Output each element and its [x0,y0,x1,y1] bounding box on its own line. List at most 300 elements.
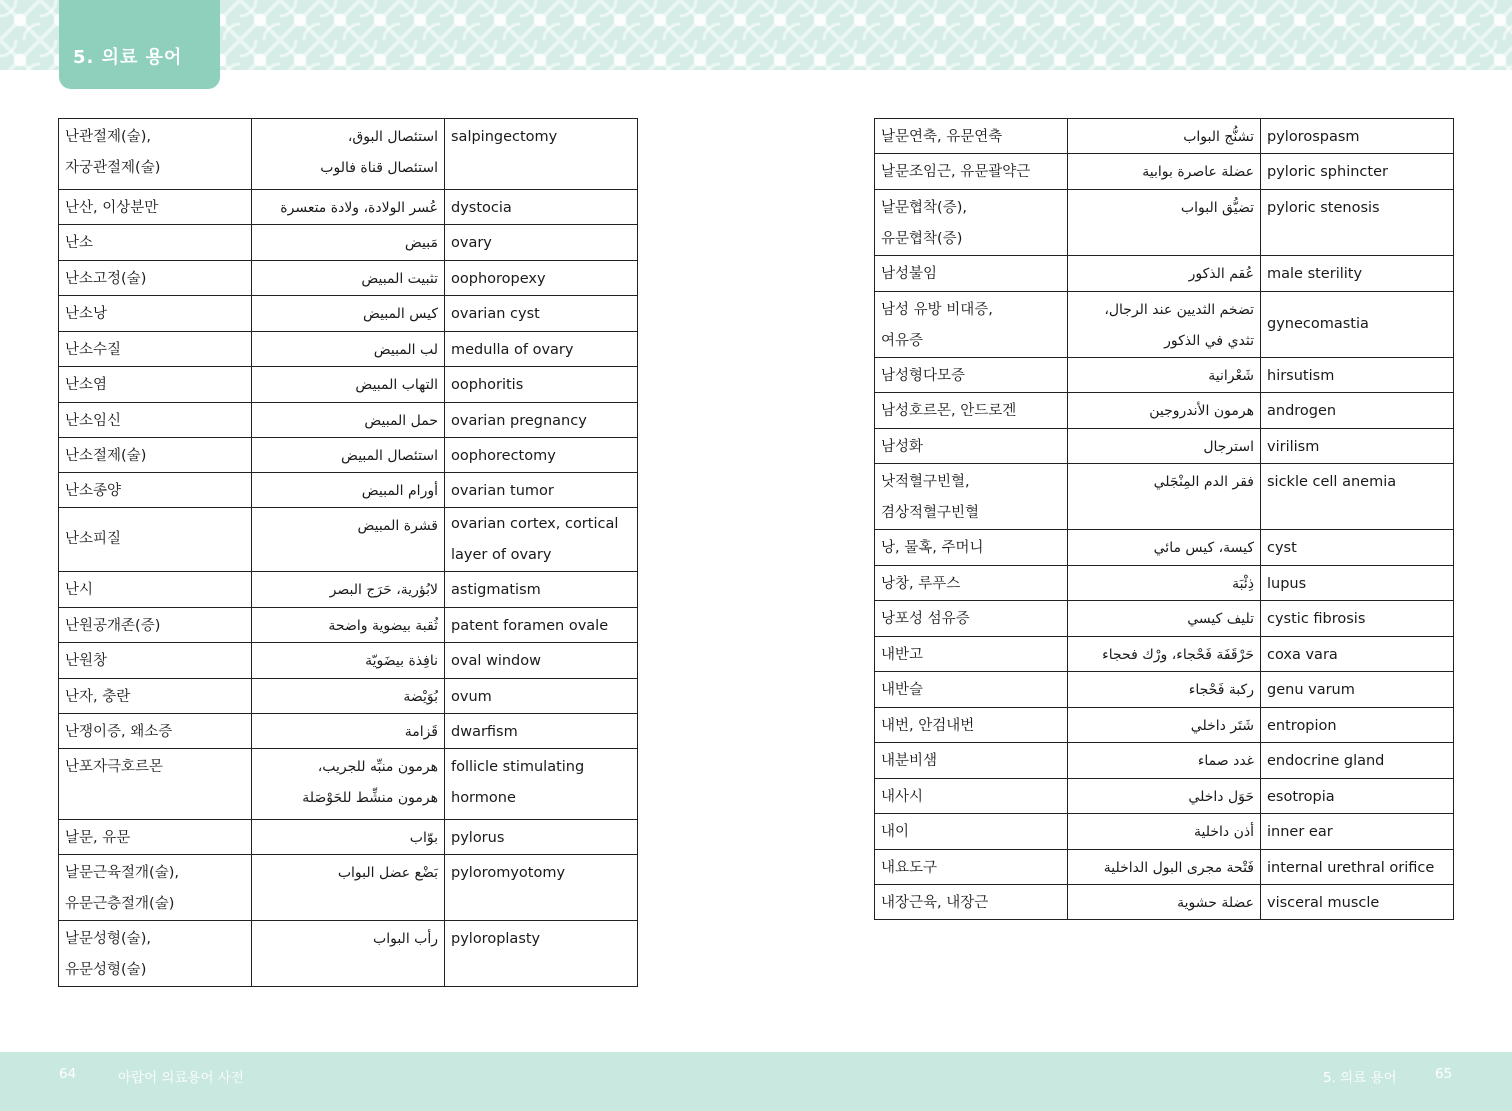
english-term-line: pyloromyotomy [451,865,566,881]
arabic-term-cell [252,608,445,643]
korean-term-line: 난소 [65,235,94,251]
arabic-term-line: قشرة المبيض [357,518,438,534]
korean-term-line: 낭, 물혹, 주머니 [881,540,984,556]
term-row [59,749,638,820]
arabic-term-line: قَزامة [404,724,438,740]
english-term-cell [1261,429,1454,464]
arabic-term-line: أورام المبيض [361,483,438,499]
korean-term-line: 난소낭 [65,306,108,322]
korean-term-line: 난소피질 [65,531,122,547]
term-row [59,296,638,332]
korean-term-cell [59,225,252,261]
arabic-term-line: هرمون منبِّه للجريب، [317,759,438,775]
arabic-term-line: تشنُّج البواب [1183,129,1254,145]
term-row [875,154,1454,190]
arabic-term-line: لابُؤرية، حَرَج البصر [329,582,438,598]
english-term-cell [445,679,638,714]
korean-term-cell [875,566,1068,601]
korean-term-line: 내요도구 [881,860,938,876]
arabic-term-line: نافِذة بيضَويّة [365,653,438,669]
korean-term-cell [875,779,1068,814]
arabic-term-cell [252,921,445,987]
term-row [59,608,638,643]
korean-term-line: 낭창, 루푸스 [881,576,961,592]
arabic-term-line: شَتَر داخلي [1190,718,1254,734]
arabic-term-line: تضيُّق البواب [1180,200,1254,216]
term-row [59,225,638,261]
arabic-term-line: التهاب المبيض [355,377,438,393]
english-term-cell [1261,779,1454,814]
korean-term-line: 유문성형(술) [65,962,147,978]
english-term-cell [1261,530,1454,566]
korean-term-line: 남성형다모증 [881,368,966,384]
korean-term-cell [875,814,1068,850]
english-term-cell [445,403,638,438]
korean-term-cell [875,119,1068,154]
arabic-term-line: كيسة، كيس مائي [1153,540,1254,556]
english-term-cell [445,572,638,608]
term-row [875,292,1454,358]
english-term-cell [445,367,638,403]
english-term-cell [1261,814,1454,850]
term-row [875,850,1454,885]
arabic-term-cell [252,679,445,714]
english-term-line: entropion [1267,718,1337,734]
term-row [59,679,638,714]
korean-term-line: 난소절제(술) [65,448,147,464]
arabic-term-line: ذِئْبَة [1232,576,1254,592]
term-row [875,885,1454,920]
term-row [59,190,638,225]
korean-term-cell [875,429,1068,464]
arabic-term-cell [252,820,445,855]
arabic-term-line: استئصال المبيض [341,448,438,464]
english-term-line: layer of ovary [451,546,552,563]
english-term-cell [1261,119,1454,154]
korean-term-cell [875,885,1068,920]
korean-term-cell [59,749,252,820]
korean-term-line: 남성화 [881,439,924,455]
korean-term-line: 내반고 [881,647,924,663]
arabic-term-cell [252,296,445,332]
arabic-term-cell [1068,850,1261,885]
english-term-line: male sterility [1267,266,1363,282]
korean-term-line: 내분비샘 [881,753,938,769]
korean-term-line: 날문연축, 유문연축 [881,129,1003,145]
english-term-line: cystic fibrosis [1267,611,1366,627]
korean-term-line: 유문협착(증) [881,231,963,247]
arabic-term-line: غدد صماء [1197,753,1254,769]
korean-term-line: 내반슬 [881,682,924,698]
korean-term-line: 남성호르몬, 안드로겐 [881,403,1017,419]
korean-term-cell [59,572,252,608]
english-term-cell [445,332,638,367]
english-term-line: follicle stimulating [451,759,585,775]
term-row [59,508,638,572]
korean-term-cell [59,190,252,225]
arabic-term-line: تثدي في الذكور [1164,333,1254,349]
chapter-tab [59,0,220,89]
korean-term-line: 난시 [65,582,94,598]
english-term-cell [445,225,638,261]
english-term-line: pyloric stenosis [1267,200,1380,216]
arabic-term-cell [1068,358,1261,393]
korean-term-line: 날문성형(술), [65,931,151,947]
term-row [875,566,1454,601]
korean-term-cell [875,637,1068,672]
english-term-cell [1261,190,1454,256]
korean-term-cell [875,358,1068,393]
english-term-line: pylorospasm [1267,129,1360,145]
term-row [875,708,1454,743]
english-term-cell [445,119,638,190]
arabic-term-line: استئصال قناة فالوب [320,160,438,176]
english-term-line: lupus [1267,576,1307,592]
english-term-cell [445,438,638,473]
english-term-cell [1261,743,1454,779]
english-term-line: dwarfism [451,724,518,740]
korean-term-cell [59,473,252,508]
left-glossary-table [58,118,638,987]
arabic-term-line: عضلة عاصرة بوابية [1142,164,1254,180]
korean-term-cell [875,292,1068,358]
english-term-line: pylorus [451,830,505,846]
korean-term-line: 난산, 이상분만 [65,200,159,216]
arabic-term-cell [1068,814,1261,850]
korean-term-cell [875,393,1068,429]
term-row [875,393,1454,429]
right-page-number: 65 [1435,1066,1453,1082]
english-term-cell [445,749,638,820]
english-term-cell [1261,358,1454,393]
english-term-cell [445,643,638,679]
arabic-term-cell [252,508,445,572]
english-term-line: salpingectomy [451,129,558,145]
arabic-term-cell [1068,708,1261,743]
korean-term-line: 난원공개존(증) [65,618,161,634]
arabic-term-cell [1068,637,1261,672]
english-term-line: endocrine gland [1267,753,1385,769]
korean-term-cell [59,921,252,987]
english-term-line: visceral muscle [1267,895,1380,911]
english-term-line: ovarian cortex, cortical [451,515,619,532]
right-glossary-table [874,118,1454,920]
korean-term-cell [875,464,1068,530]
arabic-term-line: لب المبيض [373,342,438,358]
english-term-line: ovarian tumor [451,483,554,499]
arabic-term-line: هرمون منشِّط للحَوْصَلة [302,790,438,806]
left-running-title: 아랍어 의료용어 사전 [118,1070,244,1086]
arabic-term-cell [1068,743,1261,779]
term-row [59,438,638,473]
english-term-cell [445,714,638,749]
english-term-cell [1261,154,1454,190]
english-term-cell [445,190,638,225]
arabic-term-line: عُسر الولادة، ولادة متعسرة [280,200,438,216]
korean-term-line: 내번, 안검내번 [881,718,975,734]
arabic-term-cell [252,714,445,749]
korean-term-line: 난소수질 [65,342,122,358]
english-term-cell [1261,672,1454,708]
arabic-term-cell [252,225,445,261]
korean-term-line: 유문근층절개(술) [65,896,175,912]
arabic-term-line: مَبيض [404,235,438,251]
arabic-term-line: فَتْحة مجرى البول الداخلية [1103,860,1254,876]
arabic-term-line: عضلة حشوية [1177,895,1254,911]
english-term-cell [445,820,638,855]
arabic-term-line: هرمون الأندروجين [1149,403,1254,419]
arabic-term-cell [1068,464,1261,530]
korean-term-line: 낫적혈구빈혈, [881,474,970,490]
arabic-term-line: تثبيت المبيض [361,271,438,287]
english-term-cell [1261,708,1454,743]
arabic-term-cell [252,367,445,403]
arabic-term-cell [252,473,445,508]
arabic-term-cell [1068,601,1261,637]
term-row [59,367,638,403]
korean-term-cell [875,601,1068,637]
english-term-line: esotropia [1267,789,1335,805]
korean-term-line: 난관절제(술), [65,129,151,145]
arabic-term-line: بُوَيْضة [403,689,438,705]
korean-term-cell [59,608,252,643]
korean-term-cell [875,743,1068,779]
term-row [875,256,1454,292]
korean-term-cell [59,403,252,438]
korean-term-cell [59,261,252,296]
arabic-term-line: ثُقبة بيضوية واضحة [328,618,438,634]
term-row [875,119,1454,154]
english-term-cell [1261,256,1454,292]
korean-term-cell [59,714,252,749]
arabic-term-cell [1068,779,1261,814]
arabic-term-cell [252,332,445,367]
english-term-line: coxa vara [1267,647,1338,663]
arabic-term-line: عُقم الذكور [1188,266,1254,282]
chapter-tab-label: 5. 의료 용어 [73,47,183,68]
arabic-term-line: ركبة فَحْجاء [1188,682,1254,698]
right-running-title: 5. 의료 용어 [1323,1070,1397,1086]
term-row [875,429,1454,464]
footer-band [0,1052,1512,1111]
korean-term-cell [59,855,252,921]
arabic-term-line: تضخم الثديين عند الرجال، [1104,302,1254,318]
korean-term-line: 난소종양 [65,483,122,499]
term-row [875,637,1454,672]
arabic-term-line: فقر الدم المِنْجَلي [1153,474,1254,490]
english-term-line: medulla of ovary [451,342,574,358]
english-term-cell [445,473,638,508]
korean-term-cell [59,332,252,367]
arabic-term-cell [1068,885,1261,920]
korean-term-line: 자궁관절제(술) [65,160,161,176]
english-term-line: pyloric sphincter [1267,164,1388,180]
english-term-line: ovarian cyst [451,306,540,322]
arabic-term-line: أذن داخلية [1194,824,1254,840]
arabic-term-line: استئصال البوق، [347,129,438,145]
korean-term-line: 난쟁이증, 왜소증 [65,724,173,740]
korean-term-cell [59,508,252,572]
english-term-line: androgen [1267,403,1337,419]
arabic-term-cell [1068,256,1261,292]
korean-term-cell [59,679,252,714]
english-term-line: dystocia [451,200,512,216]
arabic-term-cell [252,438,445,473]
english-term-line: pyloroplasty [451,931,541,947]
english-term-cell [445,608,638,643]
term-row [59,403,638,438]
term-row [59,820,638,855]
english-term-cell [1261,601,1454,637]
english-term-cell [445,855,638,921]
term-row [875,601,1454,637]
english-term-line: ovum [451,689,492,705]
korean-term-cell [875,672,1068,708]
korean-term-line: 내이 [881,824,910,840]
english-term-line: gynecomastia [1267,316,1369,332]
term-row [59,332,638,367]
korean-term-cell [875,708,1068,743]
arabic-term-cell [1068,429,1261,464]
term-row [875,779,1454,814]
arabic-term-line: شَعْرانية [1208,368,1254,384]
english-term-cell [1261,850,1454,885]
term-row [875,530,1454,566]
english-term-cell [445,508,638,572]
arabic-term-cell [1068,292,1261,358]
header-pattern-band [0,0,1512,70]
english-term-line: genu varum [1267,682,1355,698]
left-page-number: 64 [59,1066,77,1082]
english-term-cell [445,261,638,296]
korean-term-line: 날문협착(증), [881,200,967,216]
korean-term-cell [59,438,252,473]
arabic-term-cell [252,119,445,190]
english-term-line: inner ear [1267,824,1333,840]
english-term-cell [445,921,638,987]
korean-term-line: 난소고정(술) [65,271,147,287]
arabic-term-cell [252,643,445,679]
korean-term-cell [875,530,1068,566]
arabic-term-cell [1068,154,1261,190]
arabic-term-line: حَوَل داخلي [1188,789,1254,805]
english-term-cell [1261,566,1454,601]
english-term-line: ovary [451,235,492,251]
korean-term-line: 남성불임 [881,266,938,282]
term-row [875,814,1454,850]
term-row [59,119,638,190]
term-row [59,921,638,987]
term-row [59,855,638,921]
term-row [875,358,1454,393]
english-term-line: patent foramen ovale [451,618,609,634]
arabic-term-cell [1068,566,1261,601]
arabic-term-line: كيس المبيض [362,306,438,322]
term-row [875,672,1454,708]
arabic-term-cell [252,572,445,608]
arabic-term-cell [252,190,445,225]
arabic-term-cell [1068,530,1261,566]
korean-term-line: 난원창 [65,653,108,669]
term-row [875,743,1454,779]
korean-term-cell [59,820,252,855]
term-row [875,190,1454,256]
korean-term-line: 내장근육, 내장근 [881,895,989,911]
korean-term-line: 내사시 [881,789,924,805]
korean-term-line: 난포자극호르몬 [65,759,164,775]
english-term-line: virilism [1267,439,1320,455]
english-term-cell [1261,393,1454,429]
english-term-line: oval window [451,653,541,669]
term-row [59,572,638,608]
korean-term-line: 낭포성 섬유증 [881,611,970,627]
arabic-term-cell [1068,190,1261,256]
english-term-line: oophorectomy [451,448,556,464]
korean-term-cell [59,367,252,403]
arabic-term-cell [1068,672,1261,708]
korean-term-line: 남성 유방 비대증, [881,302,993,318]
arabic-term-line: بَضْع عضل البواب [337,865,438,881]
english-term-line: cyst [1267,540,1297,556]
korean-term-line: 겸상적혈구빈혈 [881,505,980,521]
english-term-cell [1261,464,1454,530]
english-term-line: hormone [451,790,516,806]
korean-term-line: 난자, 충란 [65,689,131,705]
arabic-term-line: رأب البواب [373,931,438,947]
english-term-line: hirsutism [1267,368,1335,384]
term-row [59,714,638,749]
term-row [59,643,638,679]
english-term-line: oophoropexy [451,271,546,287]
arabic-term-line: حَرْقَفَة فَحْجاء، ورْك فحجاء [1102,647,1254,663]
english-term-line: sickle cell anemia [1267,474,1397,490]
english-term-line: ovarian pregnancy [451,413,587,429]
arabic-term-line: تليف كيسي [1187,611,1254,627]
english-term-cell [1261,292,1454,358]
english-term-cell [1261,637,1454,672]
korean-term-line: 날문, 유문 [65,830,131,846]
korean-term-cell [875,190,1068,256]
english-term-cell [445,296,638,332]
korean-term-line: 여유증 [881,333,924,349]
korean-term-cell [59,119,252,190]
korean-term-cell [875,850,1068,885]
english-term-cell [1261,885,1454,920]
arabic-term-cell [252,261,445,296]
korean-term-line: 난소임신 [65,413,122,429]
english-term-line: oophoritis [451,377,524,393]
korean-term-cell [59,296,252,332]
arabic-term-cell [252,855,445,921]
arabic-term-line: استرجال [1203,439,1254,455]
arabic-term-cell [1068,119,1261,154]
term-row [875,464,1454,530]
korean-term-cell [59,643,252,679]
arabic-term-cell [252,749,445,820]
arabic-term-line: حمل المبيض [364,413,438,429]
korean-term-cell [875,154,1068,190]
term-row [59,473,638,508]
korean-term-line: 난소염 [65,377,108,393]
term-row [59,261,638,296]
english-term-line: astigmatism [451,582,541,598]
korean-term-line: 날문조임근, 유문괄약근 [881,164,1031,180]
english-term-line: internal urethral orifice [1267,860,1435,876]
korean-term-cell [875,256,1068,292]
arabic-term-line: بوّاب [409,830,438,846]
korean-term-line: 날문근육절개(술), [65,865,179,881]
arabic-term-cell [1068,393,1261,429]
